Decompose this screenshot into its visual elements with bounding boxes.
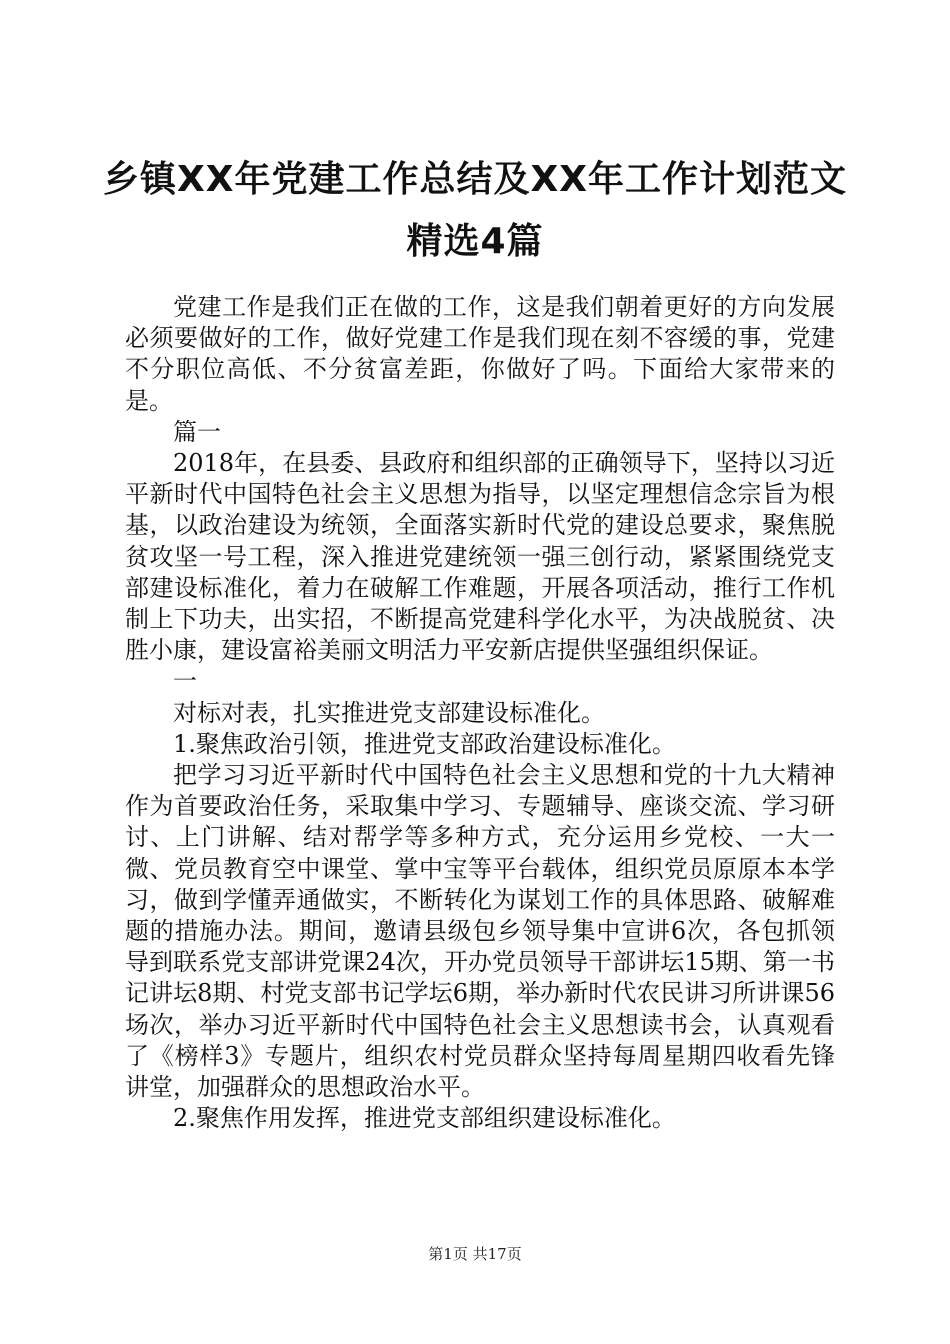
intro-paragraph: 党建工作是我们正在做的工作，这是我们朝着更好的方向发展必须要做好的工作，做好党建工作是我们现在刻不容缓的事，党建不分职位高低、不分贫富差距，你做好了吗。下面给大家带来的是。 bbox=[125, 293, 835, 415]
section-heading-pian-yi: 篇一 bbox=[173, 417, 221, 446]
page-footer: 第1页 共17页 bbox=[428, 1245, 522, 1263]
document-body bbox=[125, 292, 835, 1134]
document-title-line-1: 乡镇XX年党建工作总结及XX年工作计划范文 bbox=[102, 159, 848, 200]
section-number: 一 bbox=[173, 667, 197, 696]
document-title-line-2: 精选4篇 bbox=[406, 221, 544, 262]
body-paragraph: 2018年，在县委、县政府和组织部的正确领导下，坚持以习近平新时代中国特色社会主义思想为指导，以坚定理想信念宗旨为根基，以政治建设为统领，全面落实新时代党的建设总要求，聚焦脱贫攻坚一号工程，深入推进党建统领一强三创行动，紧紧围绕党支部建设标准化，着力在破解工作难题，开展各项活动，推行工作机制上下功夫，出实招，不断提高党建科学化水平，为决战脱贫、决胜小康，建设富裕美丽文明活力平安新店提供坚强组织保证。 bbox=[125, 449, 835, 665]
subsection-heading: 1.聚焦政治引领，推进党支部政治建设标准化。 bbox=[173, 729, 676, 758]
section-heading: 对标对表，扎实推进党支部建设标准化。 bbox=[173, 698, 605, 727]
body-paragraph: 把学习习近平新时代中国特色社会主义思想和党的十九大精神作为首要政治任务，采取集中学习、专题辅导、座谈交流、学习研讨、上门讲解、结对帮学等多种方式，充分运用乡党校、一大一微、党员教育空中课堂、掌中宝等平台载体，组织党员原原本本学习，做到学懂弄通做实，不断转化为谋划工作的具体思路、破解难题的措施办法。期间，邀请县级包乡领导集中宣讲6次，各包抓领导到联系党支部讲党课24次，开办党员领导干部讲坛15期、第一书记讲坛8期、村党支部书记学坛6期，举办新时代农民讲习所讲课56场次，举办习近平新时代中国特色社会主义思想读书会，认真观看了《榜样3》专题片，组织农村党员群众坚持每周星期四收看先锋讲堂，加强群众的思想政治水平。 bbox=[125, 761, 835, 1102]
subsection-heading: 2.聚焦作用发挥，推进党支部组织建设标准化。 bbox=[173, 1104, 676, 1133]
